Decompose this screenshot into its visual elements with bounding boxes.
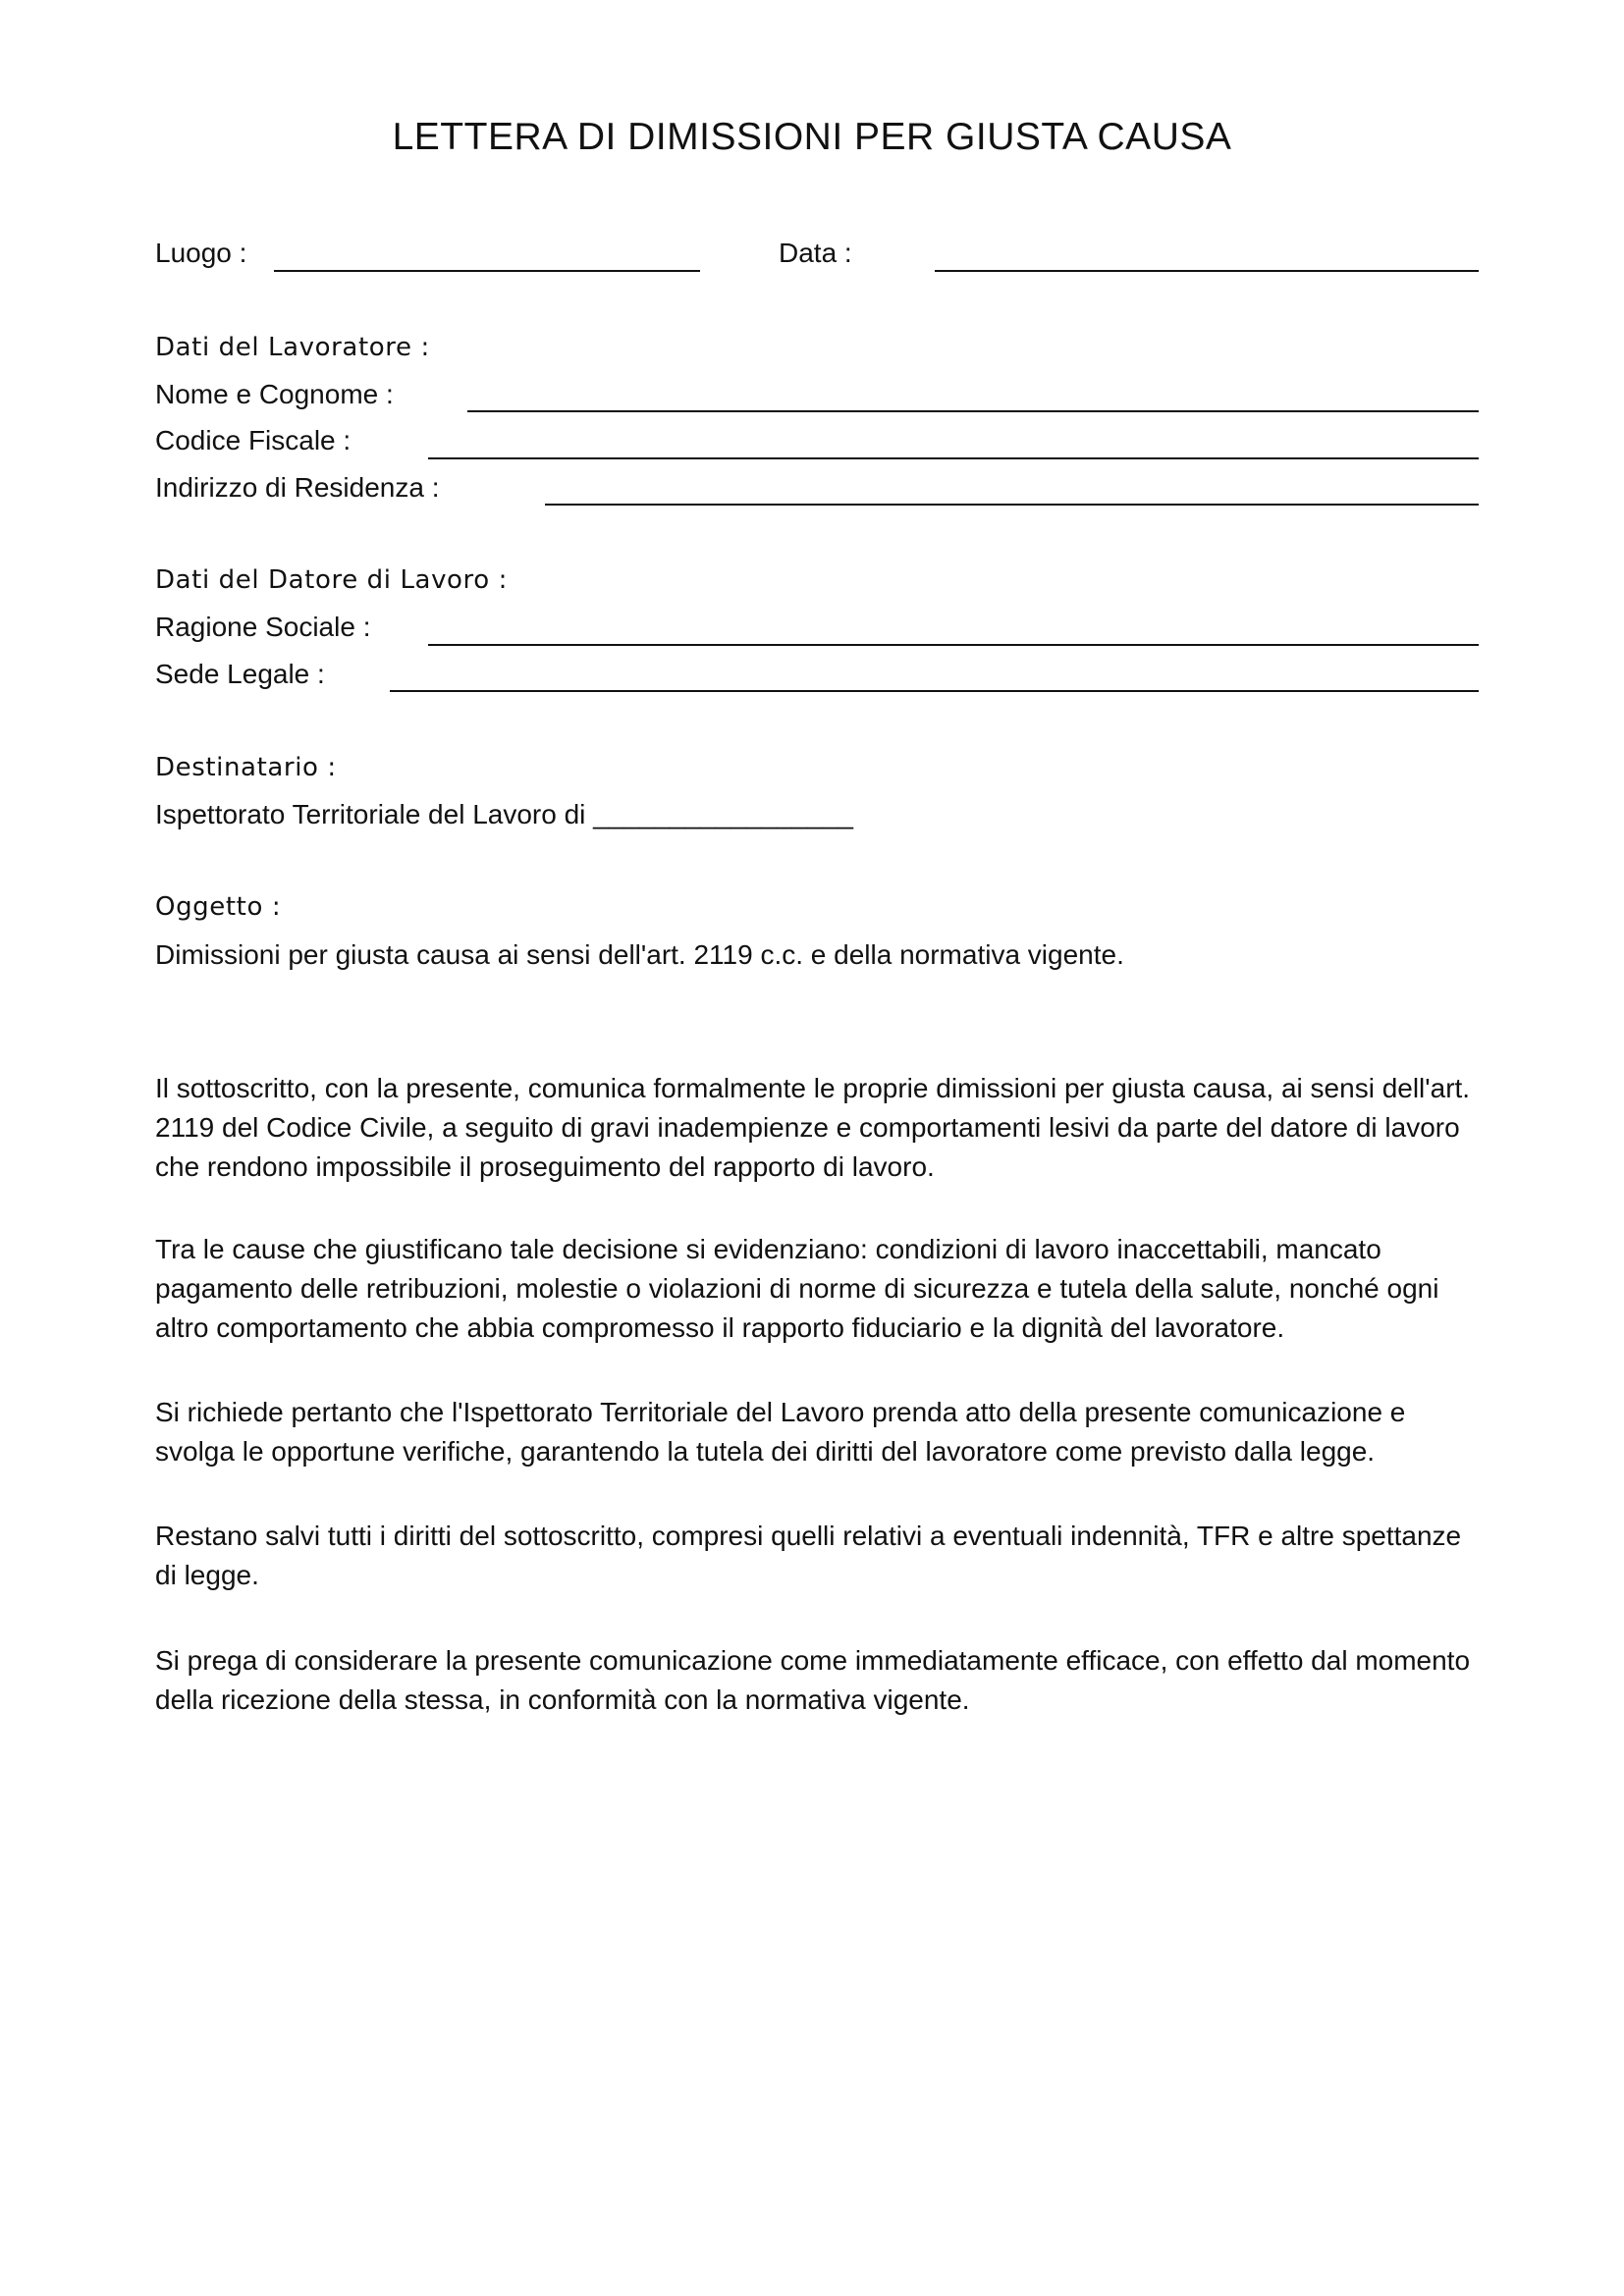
- worker-address-label: Indirizzo di Residenza :: [155, 472, 440, 503]
- worker-name-field-line[interactable]: [467, 410, 1479, 412]
- place-field-line[interactable]: [274, 270, 700, 272]
- body-paragraph-4: Restano salvi tutti i diritti del sottoscritto, compresi quelli relativi a eventuali indennità, TFR e altre spettanze di legge.: [155, 1521, 1462, 1590]
- subject-section-label: Oggetto :: [155, 892, 282, 922]
- worker-address-field-line[interactable]: [545, 504, 1479, 506]
- employer-headquarters-field-line[interactable]: [390, 690, 1479, 692]
- date-label: Data :: [779, 238, 852, 268]
- place-label: Luogo :: [155, 238, 247, 268]
- recipient-text: Ispettorato Territoriale del Lavoro di _________________: [155, 799, 853, 829]
- employer-section-label: Dati del Datore di Lavoro :: [155, 565, 509, 595]
- worker-tax-code-label: Codice Fiscale :: [155, 425, 352, 455]
- date-field-line[interactable]: [935, 270, 1479, 272]
- worker-tax-code-field-line[interactable]: [428, 457, 1479, 459]
- employer-company-field-line[interactable]: [428, 644, 1479, 646]
- employer-company-label: Ragione Sociale :: [155, 612, 371, 642]
- employer-headquarters-label: Sede Legale :: [155, 659, 325, 689]
- recipient-section-label: Destinatario :: [155, 753, 337, 782]
- body-paragraph-3: Si richiede pertanto che l'Ispettorato Territoriale del Lavoro prenda atto della presente comunicazione e svolga le opportune verifiche, garantendo la tutela dei diritti del lavoratore come previsto dalla legge.: [155, 1397, 1406, 1467]
- body-paragraph-1: Il sottoscritto, con la presente, comunica formalmente le proprie dimissioni per giusta causa, ai sensi dell'art. 2119 del Codice Civile, a seguito di gravi inadempienze e comportamenti lesivi da parte del datore di lavoro che rendono impossibile il proseguimento del rapporto di lavoro.: [155, 1073, 1471, 1182]
- body-paragraph-5: Si prega di considerare la presente comunicazione come immediatamente efficace, con effetto dal momento della ricezione della stessa, in conformità con la normativa vigente.: [155, 1645, 1471, 1715]
- worker-section-label: Dati del Lavoratore :: [155, 333, 430, 362]
- subject-text: Dimissioni per giusta causa ai sensi dell'art. 2119 c.c. e della normativa vigente.: [155, 939, 1124, 970]
- body-paragraph-2: Tra le cause che giustificano tale decisione si evidenziano: condizioni di lavoro inaccettabili, mancato pagamento delle retribuzioni, molestie o violazioni di norme di sicurezza e tutela della salute, nonché ogni altro comportamento che abbia compromesso il rapporto fiduciario e la dignità del lavoratore.: [155, 1234, 1439, 1343]
- worker-name-label: Nome e Cognome :: [155, 379, 394, 409]
- document-title: LETTERA DI DIMISSIONI PER GIUSTA CAUSA: [392, 116, 1232, 158]
